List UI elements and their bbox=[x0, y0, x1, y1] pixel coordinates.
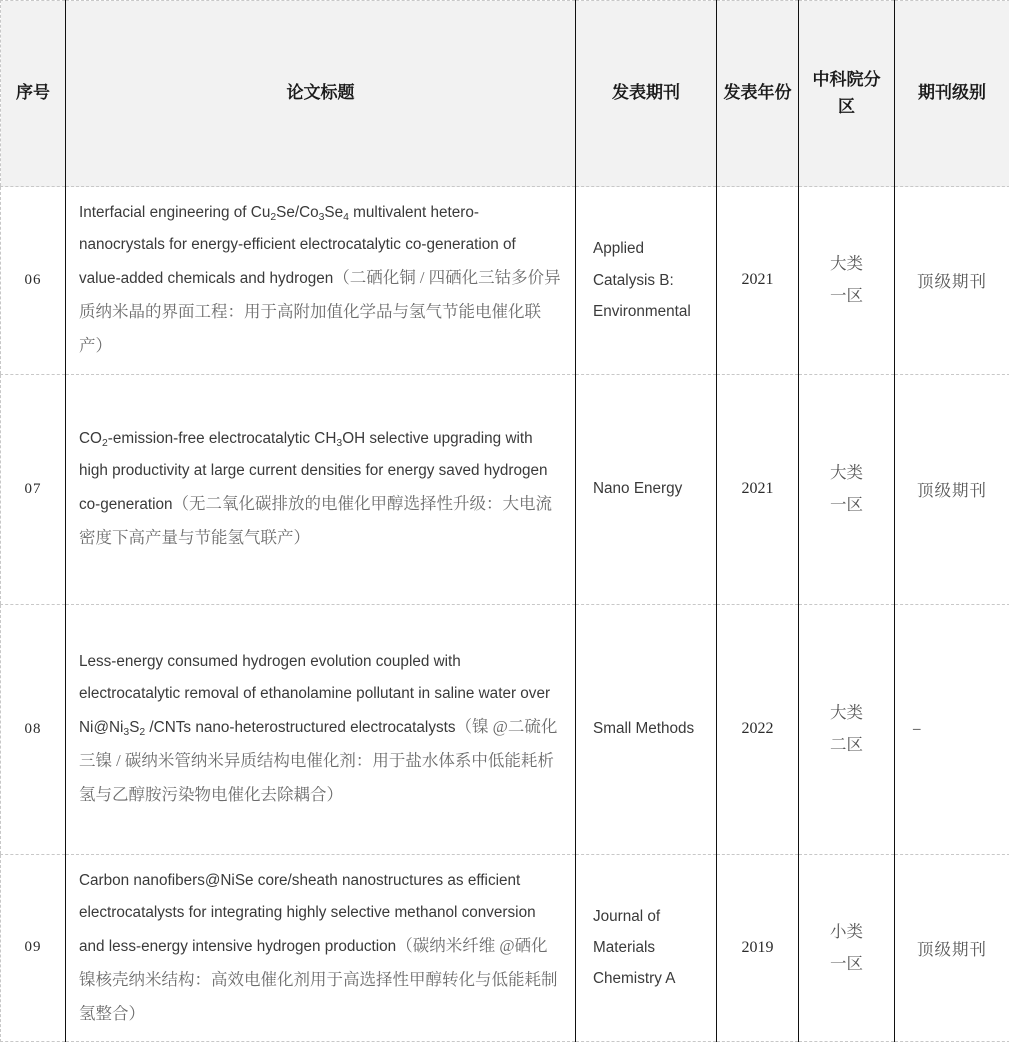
cell-journal-name: Small Methods bbox=[576, 604, 717, 854]
cell-publication-year: 2022 bbox=[717, 604, 799, 854]
cell-journal-name: Journal of Materials Chemistry A bbox=[576, 854, 717, 1042]
title-chinese-translation: （二硒化铜 / 四硒化三钴多价异质纳米晶的界面工程：用于高附加值化学品与氢气节能电催化联产） bbox=[79, 268, 561, 355]
title-chinese-translation: （镍 @二硫化三镍 / 碳纳米管纳米异质结构电催化剂：用于盐水体系中低能耗析氢与乙醇胺污染物电催化去除耦合） bbox=[79, 717, 557, 804]
title-english-part: /CNTs nano-heterostructured electrocatalysts bbox=[145, 719, 455, 736]
cell-journal-name: Applied Catalysis B: Environmental bbox=[576, 187, 717, 375]
zone-rank: 二区 bbox=[830, 735, 863, 754]
title-english-part: OH selective upgrading with high productivity at large current densities for energy saved hydrogen co-generation bbox=[79, 430, 548, 513]
cell-publication-year: 2019 bbox=[717, 854, 799, 1042]
cell-journal-level: 顶级期刊 bbox=[895, 854, 1009, 1042]
title-english-part: CO bbox=[79, 430, 102, 447]
subscript: 2 bbox=[270, 212, 276, 223]
cell-paper-title bbox=[66, 854, 576, 1042]
subscript: 2 bbox=[102, 438, 108, 449]
title-english-part: Carbon nanofibers@NiSe core/sheath nanostructures as efficient electrocatalysts for integrating highly selective methanol conversion and less-energy intensive hydrogen production bbox=[79, 872, 536, 955]
cell-sequence-number: 09 bbox=[1, 854, 66, 1042]
zone-rank: 一区 bbox=[830, 954, 863, 973]
table-body bbox=[1, 187, 1009, 1042]
zone-rank: 一区 bbox=[830, 495, 863, 514]
title-english-part: S bbox=[129, 719, 139, 736]
cell-paper-title bbox=[66, 604, 576, 854]
cell-publication-year: 2021 bbox=[717, 374, 799, 604]
subscript: 3 bbox=[336, 438, 342, 449]
subscript: 4 bbox=[343, 212, 349, 223]
table-row bbox=[1, 374, 1009, 604]
cell-journal-level: 顶级期刊 bbox=[895, 187, 1009, 375]
column-header-publication-year: 发表年份 bbox=[717, 1, 799, 187]
table-row bbox=[1, 854, 1009, 1042]
table-row bbox=[1, 187, 1009, 375]
title-english-part: Less-energy consumed hydrogen evolution coupled with electrocatalytic removal of ethanolamine pollutant in saline water over Ni@Ni bbox=[79, 653, 550, 736]
column-header-paper-title: 论文标题 bbox=[66, 1, 576, 187]
title-english-part: Interfacial engineering of Cu bbox=[79, 204, 270, 221]
title-english-part: -emission-free electrocatalytic CH bbox=[108, 430, 337, 447]
title-chinese-translation: （无二氧化碳排放的电催化甲醇选择性升级：大电流密度下高产量与节能氢气联产） bbox=[79, 494, 552, 547]
table-row bbox=[1, 604, 1009, 854]
cell-sequence-number: 08 bbox=[1, 604, 66, 854]
column-header-journal: 发表期刊 bbox=[576, 1, 717, 187]
title-english-part: Se/Co bbox=[276, 204, 319, 221]
title-chinese-translation: （碳纳米纤维 @硒化镍核壳纳米结构：高效电催化剂用于高选择性甲醇转化与低能耗制氢整合） bbox=[79, 936, 558, 1023]
cell-cas-zone bbox=[799, 604, 895, 854]
column-header-sequence-number: 序号 bbox=[1, 1, 66, 187]
column-header-journal-level: 期刊级别 bbox=[895, 1, 1009, 187]
cell-cas-zone bbox=[799, 374, 895, 604]
title-english-part: Se bbox=[324, 204, 343, 221]
cell-journal-level: – bbox=[895, 604, 1009, 854]
table-header bbox=[1, 1, 1009, 187]
header-row bbox=[1, 1, 1009, 187]
zone-category: 小类 bbox=[830, 922, 863, 941]
cell-cas-zone bbox=[799, 187, 895, 375]
cell-sequence-number: 06 bbox=[1, 187, 66, 375]
zone-category: 大类 bbox=[830, 703, 863, 722]
zone-category: 大类 bbox=[830, 463, 863, 482]
subscript: 3 bbox=[123, 727, 129, 738]
cell-journal-name: Nano Energy bbox=[576, 374, 717, 604]
cell-sequence-number: 07 bbox=[1, 374, 66, 604]
subscript: 3 bbox=[319, 212, 325, 223]
title-english-part: multivalent hetero-nanocrystals for energy-efficient electrocatalytic co-generation of value-added chemicals and hydrogen bbox=[79, 204, 516, 287]
column-header-cas-zone: 中科院分区 bbox=[799, 1, 895, 187]
cell-paper-title bbox=[66, 187, 576, 375]
cell-paper-title bbox=[66, 374, 576, 604]
subscript: 2 bbox=[139, 727, 145, 738]
zone-rank: 一区 bbox=[830, 286, 863, 305]
cell-journal-level: 顶级期刊 bbox=[895, 374, 1009, 604]
zone-category: 大类 bbox=[830, 254, 863, 273]
cell-publication-year: 2021 bbox=[717, 187, 799, 375]
cell-cas-zone bbox=[799, 854, 895, 1042]
